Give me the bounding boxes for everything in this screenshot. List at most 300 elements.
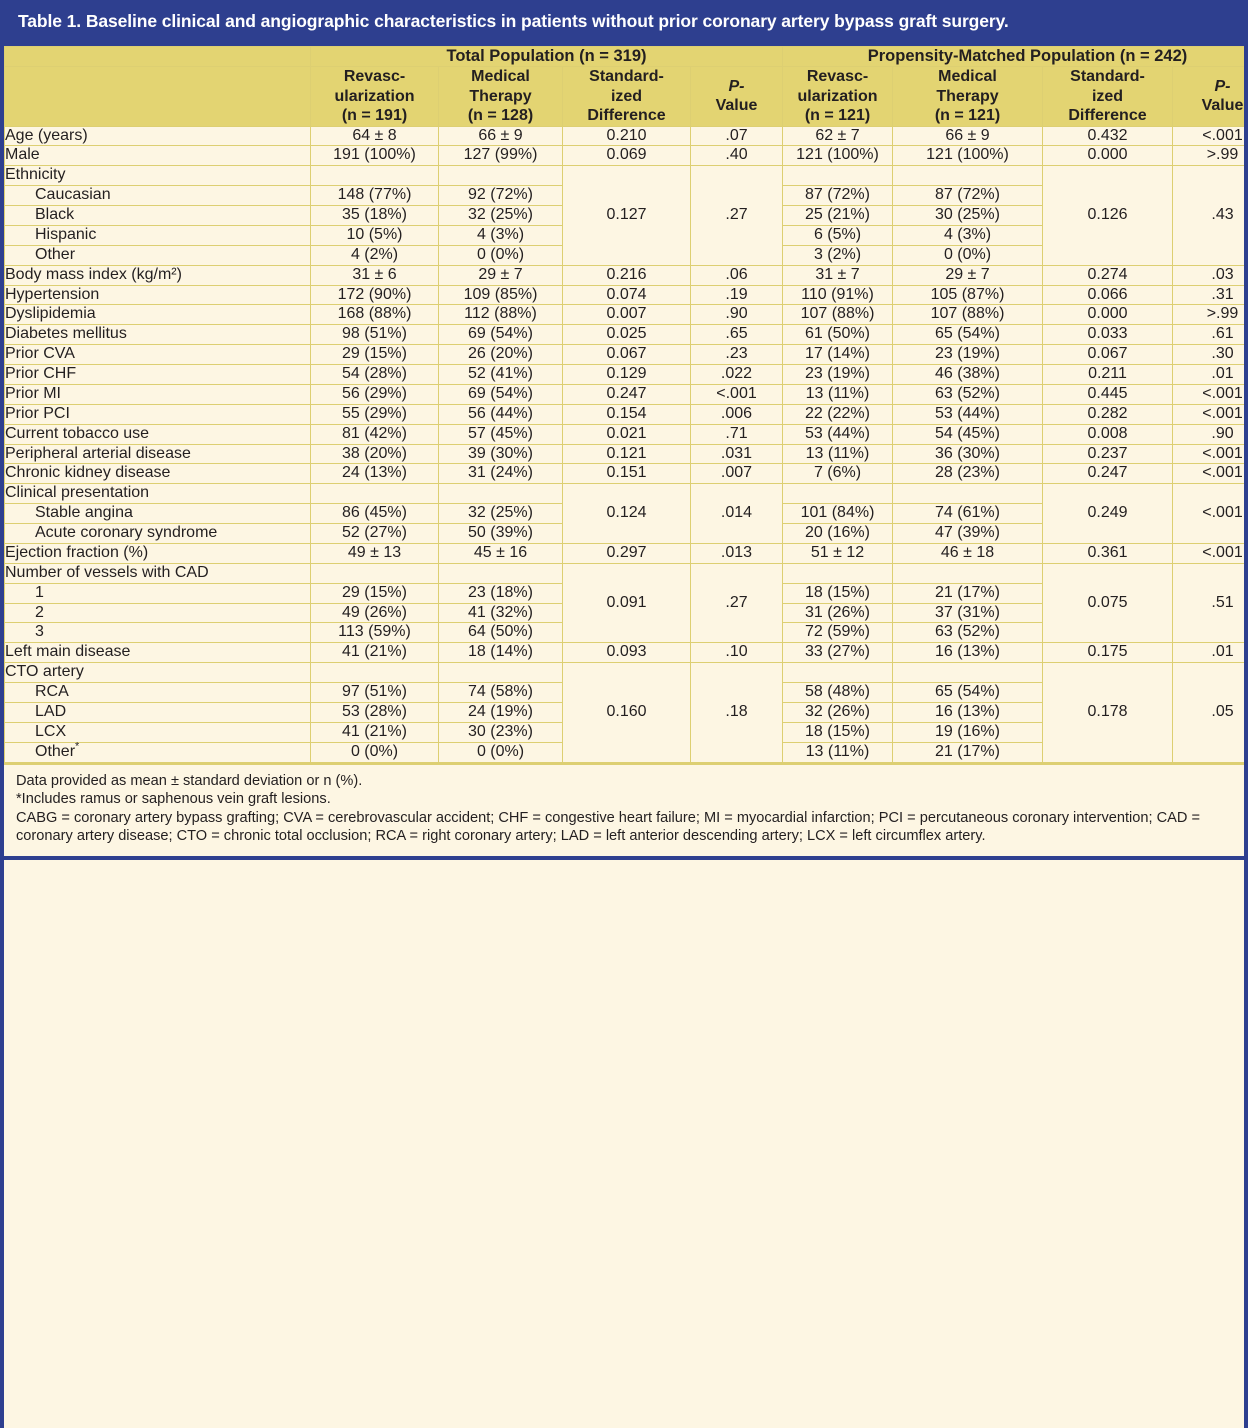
- cell-matched-standardized-difference: 0.126: [1043, 166, 1173, 265]
- cell-matched-revascularization: 3 (2%): [783, 245, 893, 265]
- cell-matched-medical-therapy: 37 (31%): [893, 603, 1043, 623]
- cell-total-revascularization: 55 (29%): [311, 404, 439, 424]
- cell-matched-medical-therapy: 0 (0%): [893, 245, 1043, 265]
- cell-matched-p-value: .90: [1173, 424, 1248, 444]
- cell-matched-medical-therapy: 47 (39%): [893, 524, 1043, 544]
- cell-total-standardized-difference: 0.069: [563, 146, 691, 166]
- cell-matched-revascularization: 17 (14%): [783, 345, 893, 365]
- cell-total-medical-therapy: 69 (54%): [439, 384, 563, 404]
- cell-total-p-value: .71: [691, 424, 783, 444]
- cell-matched-standardized-difference: 0.445: [1043, 384, 1173, 404]
- cell-matched-revascularization: 87 (72%): [783, 186, 893, 206]
- cell-total-p-value: .022: [691, 365, 783, 385]
- table-row: [5, 166, 1248, 186]
- cell-total-medical-therapy: 23 (18%): [439, 583, 563, 603]
- cell-matched-revascularization: [783, 484, 893, 504]
- cell-matched-medical-therapy: 19 (16%): [893, 722, 1043, 742]
- cell-total-medical-therapy: 127 (99%): [439, 146, 563, 166]
- row-label: 2: [5, 603, 311, 623]
- row-label: Left main disease: [5, 643, 311, 663]
- table-header: [5, 47, 1248, 127]
- cell-total-standardized-difference: 0.297: [563, 543, 691, 563]
- header-line2: Value: [715, 97, 758, 115]
- row-label-footnote-marker: *: [75, 740, 80, 753]
- row-label: 1: [5, 583, 311, 603]
- cell-matched-revascularization: 23 (19%): [783, 365, 893, 385]
- cell-total-revascularization: 4 (2%): [311, 245, 439, 265]
- header-line1: Standard-: [1070, 68, 1145, 85]
- row-label: Male: [5, 146, 311, 166]
- table-row: [5, 305, 1248, 325]
- table-row: [5, 404, 1248, 424]
- row-label: Hypertension: [5, 285, 311, 305]
- cell-matched-p-value: .61: [1173, 325, 1248, 345]
- row-label: Hispanic: [5, 225, 311, 245]
- cell-total-revascularization: 49 (26%): [311, 603, 439, 623]
- header-group-total-population: Total Population (n = 319): [311, 47, 783, 67]
- header-line2: ularization: [797, 87, 878, 105]
- cell-matched-p-value: <.001: [1173, 404, 1248, 424]
- header-line1: Standard-: [589, 68, 664, 85]
- cell-total-medical-therapy: 74 (58%): [439, 683, 563, 703]
- cell-matched-medical-therapy: 16 (13%): [893, 702, 1043, 722]
- header-col-total-standardized-difference: [563, 67, 691, 127]
- cell-total-standardized-difference: 0.067: [563, 345, 691, 365]
- cell-matched-medical-therapy: 4 (3%): [893, 225, 1043, 245]
- cell-total-p-value: .90: [691, 305, 783, 325]
- row-label: Stable angina: [5, 504, 311, 524]
- table-title: Table 1. Baseline clinical and angiographic characteristics in patients without prior coronary artery bypass graft surgery.: [4, 0, 1244, 46]
- cell-total-revascularization: 148 (77%): [311, 186, 439, 206]
- cell-total-medical-therapy: 32 (25%): [439, 206, 563, 226]
- cell-total-medical-therapy: 39 (30%): [439, 444, 563, 464]
- cell-matched-medical-therapy: 54 (45%): [893, 424, 1043, 444]
- cell-matched-revascularization: 33 (27%): [783, 643, 893, 663]
- cell-matched-medical-therapy: 63 (52%): [893, 623, 1043, 643]
- cell-total-revascularization: 38 (20%): [311, 444, 439, 464]
- footnote-line-3: CABG = coronary artery bypass grafting; CVA = cerebrovascular accident; CHF = congestive heart failure; MI = myocardial infarction; PCI = percutaneous coronary intervention; CAD = coronary artery disease; CTO = chronic total occlusion; RCA = right coronary artery; LAD = left anterior descending artery; LCX = left circumflex artery.: [16, 809, 1200, 845]
- cell-total-medical-therapy: 109 (85%): [439, 285, 563, 305]
- row-label: Diabetes mellitus: [5, 325, 311, 345]
- table-row: [5, 464, 1248, 484]
- table-row: [5, 325, 1248, 345]
- table-body: [5, 126, 1248, 762]
- cell-matched-revascularization: 31 (26%): [783, 603, 893, 623]
- cell-total-medical-therapy: [439, 563, 563, 583]
- cell-total-p-value: .014: [691, 484, 783, 544]
- cell-matched-revascularization: 107 (88%): [783, 305, 893, 325]
- footnote-line-2: *Includes ramus or saphenous vein graft lesions.: [16, 791, 331, 808]
- cell-total-p-value: .10: [691, 643, 783, 663]
- cell-matched-revascularization: 20 (16%): [783, 524, 893, 544]
- row-label: Dyslipidemia: [5, 305, 311, 325]
- cell-matched-p-value: <.001: [1173, 384, 1248, 404]
- cell-total-standardized-difference: 0.091: [563, 563, 691, 643]
- cell-matched-revascularization: 121 (100%): [783, 146, 893, 166]
- row-label: 3: [5, 623, 311, 643]
- cell-total-revascularization: 98 (51%): [311, 325, 439, 345]
- row-label: Current tobacco use: [5, 424, 311, 444]
- header-col-matched-medical-therapy: [893, 67, 1043, 127]
- cell-total-revascularization: 56 (29%): [311, 384, 439, 404]
- cell-total-medical-therapy: 92 (72%): [439, 186, 563, 206]
- cell-total-p-value: .65: [691, 325, 783, 345]
- header-line1: Revasc-: [343, 68, 406, 85]
- cell-matched-revascularization: 61 (50%): [783, 325, 893, 345]
- header-line1: P-: [728, 77, 745, 95]
- row-label: Caucasian: [5, 186, 311, 206]
- cell-total-p-value: .007: [691, 464, 783, 484]
- cell-total-p-value: <.001: [691, 384, 783, 404]
- cell-matched-medical-therapy: 21 (17%): [893, 742, 1043, 762]
- cell-matched-revascularization: 110 (91%): [783, 285, 893, 305]
- cell-total-standardized-difference: 0.127: [563, 166, 691, 265]
- cell-total-medical-therapy: 31 (24%): [439, 464, 563, 484]
- cell-total-revascularization: 53 (28%): [311, 702, 439, 722]
- cell-matched-revascularization: 13 (11%): [783, 384, 893, 404]
- header-line1: Revasc-: [806, 68, 869, 85]
- header-line2: Therapy: [469, 87, 532, 105]
- header-col-matched-standardized-difference: [1043, 67, 1173, 127]
- cell-total-standardized-difference: 0.025: [563, 325, 691, 345]
- cell-total-medical-therapy: 69 (54%): [439, 325, 563, 345]
- cell-total-medical-therapy: 24 (19%): [439, 702, 563, 722]
- cell-total-medical-therapy: 57 (45%): [439, 424, 563, 444]
- row-label: Black: [5, 206, 311, 226]
- cell-matched-revascularization: 25 (21%): [783, 206, 893, 226]
- cell-matched-revascularization: 7 (6%): [783, 464, 893, 484]
- cell-total-medical-therapy: 112 (88%): [439, 305, 563, 325]
- cell-matched-medical-therapy: 105 (87%): [893, 285, 1043, 305]
- cell-matched-standardized-difference: 0.033: [1043, 325, 1173, 345]
- cell-total-p-value: .27: [691, 166, 783, 265]
- cell-matched-medical-therapy: 53 (44%): [893, 404, 1043, 424]
- cell-total-medical-therapy: 41 (32%): [439, 603, 563, 623]
- header-line2: ized: [1091, 87, 1124, 105]
- row-label: LAD: [5, 702, 311, 722]
- cell-total-standardized-difference: 0.129: [563, 365, 691, 385]
- cell-total-revascularization: 191 (100%): [311, 146, 439, 166]
- row-label: Prior MI: [5, 384, 311, 404]
- cell-matched-p-value: .30: [1173, 345, 1248, 365]
- table-row: [5, 126, 1248, 146]
- cell-matched-p-value: .01: [1173, 365, 1248, 385]
- table-row: [5, 563, 1248, 583]
- cell-total-p-value: .27: [691, 563, 783, 643]
- cell-total-standardized-difference: 0.021: [563, 424, 691, 444]
- cell-matched-standardized-difference: 0.274: [1043, 265, 1173, 285]
- cell-matched-p-value: .31: [1173, 285, 1248, 305]
- row-label: Acute coronary syndrome: [5, 524, 311, 544]
- header-line2: Therapy: [936, 87, 999, 105]
- cell-total-revascularization: 35 (18%): [311, 206, 439, 226]
- header-col-matched-p-value: [1173, 67, 1248, 127]
- header-line3: (n = 128): [467, 107, 534, 125]
- row-label: LCX: [5, 722, 311, 742]
- row-label: Prior CHF: [5, 365, 311, 385]
- cell-total-revascularization: [311, 166, 439, 186]
- table-row: [5, 643, 1248, 663]
- row-label: Ethnicity: [5, 166, 311, 186]
- cell-matched-revascularization: 53 (44%): [783, 424, 893, 444]
- row-label: Other*: [5, 742, 311, 762]
- cell-total-medical-therapy: 45 ± 16: [439, 543, 563, 563]
- cell-matched-medical-therapy: 65 (54%): [893, 683, 1043, 703]
- cell-matched-standardized-difference: 0.211: [1043, 365, 1173, 385]
- cell-total-revascularization: 0 (0%): [311, 742, 439, 762]
- cell-total-standardized-difference: 0.210: [563, 126, 691, 146]
- cell-matched-revascularization: [783, 563, 893, 583]
- row-label: Age (years): [5, 126, 311, 146]
- table-row: [5, 484, 1248, 504]
- cell-matched-p-value: .05: [1173, 663, 1248, 762]
- table-footnotes: [4, 763, 1244, 856]
- cell-total-standardized-difference: 0.151: [563, 464, 691, 484]
- cell-total-revascularization: 31 ± 6: [311, 265, 439, 285]
- cell-matched-p-value: <.001: [1173, 126, 1248, 146]
- row-label: Body mass index (kg/m²): [5, 265, 311, 285]
- header-col-total-medical-therapy: [439, 67, 563, 127]
- cell-total-standardized-difference: 0.007: [563, 305, 691, 325]
- cell-matched-medical-therapy: 66 ± 9: [893, 126, 1043, 146]
- header-group-propensity-matched: Propensity-Matched Population (n = 242): [783, 47, 1248, 67]
- cell-total-medical-therapy: 64 (50%): [439, 623, 563, 643]
- cell-matched-medical-therapy: 36 (30%): [893, 444, 1043, 464]
- cell-total-revascularization: 172 (90%): [311, 285, 439, 305]
- cell-matched-standardized-difference: 0.249: [1043, 484, 1173, 544]
- cell-total-revascularization: 10 (5%): [311, 225, 439, 245]
- cell-matched-revascularization: [783, 663, 893, 683]
- cell-total-medical-therapy: 32 (25%): [439, 504, 563, 524]
- cell-matched-medical-therapy: 63 (52%): [893, 384, 1043, 404]
- cell-matched-standardized-difference: 0.247: [1043, 464, 1173, 484]
- cell-total-medical-therapy: [439, 484, 563, 504]
- cell-total-p-value: .013: [691, 543, 783, 563]
- table-row: [5, 543, 1248, 563]
- cell-total-revascularization: 41 (21%): [311, 722, 439, 742]
- header-line1: Medical: [938, 68, 997, 85]
- cell-matched-revascularization: 18 (15%): [783, 583, 893, 603]
- cell-matched-standardized-difference: 0.067: [1043, 345, 1173, 365]
- header-corner-spacer: [5, 47, 311, 67]
- cell-total-medical-therapy: 29 ± 7: [439, 265, 563, 285]
- cell-matched-medical-therapy: 74 (61%): [893, 504, 1043, 524]
- cell-total-revascularization: [311, 563, 439, 583]
- cell-matched-p-value: <.001: [1173, 464, 1248, 484]
- cell-total-revascularization: 113 (59%): [311, 623, 439, 643]
- cell-total-medical-therapy: [439, 663, 563, 683]
- header-group-row: [5, 47, 1248, 67]
- cell-matched-p-value: .51: [1173, 563, 1248, 643]
- cell-total-revascularization: [311, 663, 439, 683]
- cell-matched-standardized-difference: 0.237: [1043, 444, 1173, 464]
- cell-total-revascularization: 29 (15%): [311, 583, 439, 603]
- cell-total-revascularization: 41 (21%): [311, 643, 439, 663]
- cell-matched-standardized-difference: 0.000: [1043, 305, 1173, 325]
- baseline-characteristics-table: [4, 46, 1248, 763]
- cell-matched-medical-therapy: [893, 166, 1043, 186]
- row-label: Chronic kidney disease: [5, 464, 311, 484]
- cell-matched-standardized-difference: 0.008: [1043, 424, 1173, 444]
- cell-matched-medical-therapy: [893, 563, 1043, 583]
- cell-matched-medical-therapy: 46 ± 18: [893, 543, 1043, 563]
- cell-total-standardized-difference: 0.074: [563, 285, 691, 305]
- cell-matched-revascularization: 18 (15%): [783, 722, 893, 742]
- header-line3: Difference: [587, 107, 666, 125]
- cell-total-medical-therapy: 0 (0%): [439, 245, 563, 265]
- cell-matched-medical-therapy: 87 (72%): [893, 186, 1043, 206]
- cell-matched-standardized-difference: 0.075: [1043, 563, 1173, 643]
- cell-matched-p-value: .43: [1173, 166, 1248, 265]
- cell-matched-medical-therapy: 30 (25%): [893, 206, 1043, 226]
- cell-matched-revascularization: 13 (11%): [783, 444, 893, 464]
- cell-total-medical-therapy: 0 (0%): [439, 742, 563, 762]
- row-label: Prior PCI: [5, 404, 311, 424]
- cell-matched-standardized-difference: 0.432: [1043, 126, 1173, 146]
- cell-matched-standardized-difference: 0.066: [1043, 285, 1173, 305]
- cell-total-standardized-difference: 0.124: [563, 484, 691, 544]
- cell-matched-revascularization: 22 (22%): [783, 404, 893, 424]
- table-row: [5, 444, 1248, 464]
- cell-matched-revascularization: 51 ± 12: [783, 543, 893, 563]
- cell-matched-p-value: >.99: [1173, 146, 1248, 166]
- table-row: [5, 285, 1248, 305]
- cell-total-medical-therapy: 26 (20%): [439, 345, 563, 365]
- cell-total-p-value: .19: [691, 285, 783, 305]
- row-label: CTO artery: [5, 663, 311, 683]
- cell-matched-revascularization: 31 ± 7: [783, 265, 893, 285]
- cell-total-medical-therapy: [439, 166, 563, 186]
- table-row: [5, 345, 1248, 365]
- cell-matched-p-value: .01: [1173, 643, 1248, 663]
- cell-total-revascularization: 24 (13%): [311, 464, 439, 484]
- cell-total-standardized-difference: 0.216: [563, 265, 691, 285]
- cell-matched-p-value: .03: [1173, 265, 1248, 285]
- header-line2: Value: [1201, 97, 1244, 115]
- cell-matched-medical-therapy: 28 (23%): [893, 464, 1043, 484]
- row-label: Ejection fraction (%): [5, 543, 311, 563]
- table-row: [5, 146, 1248, 166]
- cell-matched-p-value: <.001: [1173, 484, 1248, 544]
- cell-matched-revascularization: 72 (59%): [783, 623, 893, 643]
- cell-total-standardized-difference: 0.121: [563, 444, 691, 464]
- cell-total-medical-therapy: 4 (3%): [439, 225, 563, 245]
- cell-matched-standardized-difference: 0.178: [1043, 663, 1173, 762]
- cell-total-revascularization: 52 (27%): [311, 524, 439, 544]
- header-column-row: [5, 67, 1248, 127]
- cell-matched-standardized-difference: 0.000: [1043, 146, 1173, 166]
- cell-total-medical-therapy: 52 (41%): [439, 365, 563, 385]
- cell-matched-medical-therapy: 29 ± 7: [893, 265, 1043, 285]
- header-line3: (n = 121): [804, 107, 871, 125]
- header-line3: (n = 191): [341, 107, 408, 125]
- cell-matched-medical-therapy: 107 (88%): [893, 305, 1043, 325]
- footnote-line-1: Data provided as mean ± standard deviation or n (%).: [16, 772, 363, 789]
- cell-matched-standardized-difference: 0.175: [1043, 643, 1173, 663]
- header-line2: ularization: [334, 87, 415, 105]
- cell-matched-medical-therapy: 16 (13%): [893, 643, 1043, 663]
- header-col-total-p-value: [691, 67, 783, 127]
- cell-total-revascularization: 81 (42%): [311, 424, 439, 444]
- cell-total-p-value: .07: [691, 126, 783, 146]
- header-line3: Difference: [1068, 107, 1147, 125]
- cell-matched-standardized-difference: 0.282: [1043, 404, 1173, 424]
- cell-matched-medical-therapy: 46 (38%): [893, 365, 1043, 385]
- header-rowlabel-spacer: [5, 67, 311, 127]
- table-row: [5, 663, 1248, 683]
- cell-matched-medical-therapy: [893, 663, 1043, 683]
- row-label: Prior CVA: [5, 345, 311, 365]
- table-row: [5, 265, 1248, 285]
- cell-total-revascularization: 29 (15%): [311, 345, 439, 365]
- cell-matched-medical-therapy: 121 (100%): [893, 146, 1043, 166]
- header-line1: P-: [1214, 77, 1231, 95]
- row-label: RCA: [5, 683, 311, 703]
- cell-total-p-value: .031: [691, 444, 783, 464]
- cell-total-medical-therapy: 56 (44%): [439, 404, 563, 424]
- cell-matched-revascularization: [783, 166, 893, 186]
- cell-matched-standardized-difference: 0.361: [1043, 543, 1173, 563]
- cell-matched-revascularization: 32 (26%): [783, 702, 893, 722]
- cell-matched-revascularization: 62 ± 7: [783, 126, 893, 146]
- cell-total-revascularization: 64 ± 8: [311, 126, 439, 146]
- header-col-matched-revascularization: [783, 67, 893, 127]
- cell-total-medical-therapy: 30 (23%): [439, 722, 563, 742]
- cell-matched-revascularization: 101 (84%): [783, 504, 893, 524]
- cell-total-revascularization: 168 (88%): [311, 305, 439, 325]
- cell-matched-p-value: <.001: [1173, 444, 1248, 464]
- cell-matched-revascularization: 58 (48%): [783, 683, 893, 703]
- table-row: [5, 424, 1248, 444]
- table-row: [5, 384, 1248, 404]
- cell-total-revascularization: 86 (45%): [311, 504, 439, 524]
- cell-total-revascularization: 49 ± 13: [311, 543, 439, 563]
- cell-total-standardized-difference: 0.093: [563, 643, 691, 663]
- cell-total-revascularization: 97 (51%): [311, 683, 439, 703]
- cell-total-medical-therapy: 18 (14%): [439, 643, 563, 663]
- row-label: Clinical presentation: [5, 484, 311, 504]
- cell-total-standardized-difference: 0.247: [563, 384, 691, 404]
- cell-total-standardized-difference: 0.154: [563, 404, 691, 424]
- table-row: [5, 365, 1248, 385]
- cell-total-medical-therapy: 66 ± 9: [439, 126, 563, 146]
- row-label: Number of vessels with CAD: [5, 563, 311, 583]
- cell-total-p-value: .06: [691, 265, 783, 285]
- cell-matched-medical-therapy: [893, 484, 1043, 504]
- cell-total-p-value: .18: [691, 663, 783, 762]
- header-line3: (n = 121): [934, 107, 1001, 125]
- cell-total-revascularization: 54 (28%): [311, 365, 439, 385]
- cell-matched-medical-therapy: 23 (19%): [893, 345, 1043, 365]
- cell-total-p-value: .40: [691, 146, 783, 166]
- cell-matched-p-value: >.99: [1173, 305, 1248, 325]
- cell-matched-medical-therapy: 65 (54%): [893, 325, 1043, 345]
- header-col-total-revascularization: [311, 67, 439, 127]
- cell-total-p-value: .006: [691, 404, 783, 424]
- bottom-rule: [4, 856, 1244, 860]
- header-line2: ized: [610, 87, 643, 105]
- cell-total-standardized-difference: 0.160: [563, 663, 691, 762]
- header-line1: Medical: [471, 68, 530, 85]
- cell-matched-p-value: <.001: [1173, 543, 1248, 563]
- cell-total-p-value: .23: [691, 345, 783, 365]
- cell-total-medical-therapy: 50 (39%): [439, 524, 563, 544]
- row-label: Peripheral arterial disease: [5, 444, 311, 464]
- row-label: Other: [5, 245, 311, 265]
- cell-matched-revascularization: 13 (11%): [783, 742, 893, 762]
- cell-matched-medical-therapy: 21 (17%): [893, 583, 1043, 603]
- cell-total-revascularization: [311, 484, 439, 504]
